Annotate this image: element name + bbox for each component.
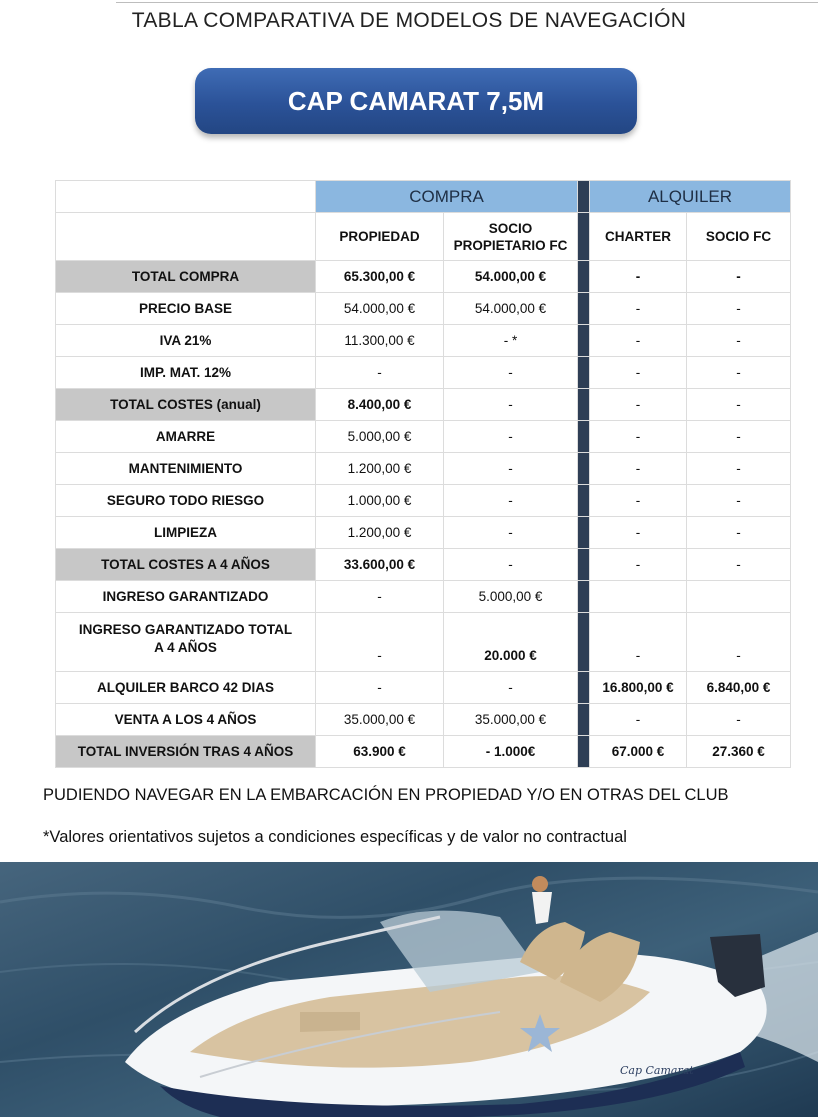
group-alquiler: ALQUILER	[590, 181, 791, 213]
value-cell: -	[687, 389, 791, 421]
boat-illustration	[0, 862, 818, 1117]
value-cell: 54.000,00 €	[444, 293, 578, 325]
boat-photo	[0, 862, 818, 1117]
row-label: IVA 21%	[56, 325, 316, 357]
row-label: TOTAL COMPRA	[56, 261, 316, 293]
value-cell: -	[316, 672, 444, 704]
table-row	[56, 517, 791, 549]
value-cell: -	[316, 613, 444, 672]
value-cell: -	[687, 485, 791, 517]
value-cell: 6.840,00 €	[687, 672, 791, 704]
row-label: SEGURO TODO RIESGO	[56, 485, 316, 517]
value-cell: 1.000,00 €	[316, 485, 444, 517]
group-header-row	[56, 181, 791, 213]
value-cell: -	[687, 453, 791, 485]
value-cell: 35.000,00 €	[444, 704, 578, 736]
top-rule	[116, 2, 818, 3]
column-separator	[578, 704, 590, 736]
column-separator	[578, 421, 590, 453]
model-name: CAP CAMARAT 7,5M	[287, 85, 545, 116]
value-cell: -	[316, 357, 444, 389]
value-cell: -	[687, 325, 791, 357]
table-row	[56, 389, 791, 421]
value-cell: 1.200,00 €	[316, 517, 444, 549]
row-label: VENTA A LOS 4 AÑOS	[56, 704, 316, 736]
row-label: AMARRE	[56, 421, 316, 453]
column-separator	[578, 549, 590, 581]
value-cell: -	[590, 453, 687, 485]
row-label: MANTENIMIENTO	[56, 453, 316, 485]
table-row	[56, 549, 791, 581]
column-separator	[578, 613, 590, 672]
value-cell: 54.000,00 €	[316, 293, 444, 325]
table-row	[56, 325, 791, 357]
value-cell: -	[590, 613, 687, 672]
value-cell: -	[444, 672, 578, 704]
value-cell: 20.000 €	[444, 613, 578, 672]
value-cell: -	[444, 517, 578, 549]
col-header-propiedad	[316, 213, 444, 261]
row-label: TOTAL COSTES (anual)	[56, 389, 316, 421]
hull-lettering: Cap Camarat	[620, 1064, 694, 1077]
comparison-table	[55, 180, 791, 768]
page-title: TABLA COMPARATIVA DE MODELOS DE NAVEGACIÓN	[131, 9, 687, 32]
value-cell: -	[316, 581, 444, 613]
value-cell: -	[687, 517, 791, 549]
value-cell: -	[444, 357, 578, 389]
column-separator	[578, 581, 590, 613]
row-label: PRECIO BASE	[56, 293, 316, 325]
column-separator	[578, 453, 590, 485]
disclaimer-note: *Valores orientativos sujetos a condiciones específicas y de valor no contractual	[43, 828, 627, 846]
value-cell: -	[444, 485, 578, 517]
col-header-label: SOCIO FC	[705, 229, 772, 244]
group-compra: COMPRA	[316, 181, 578, 213]
value-cell: 5.000,00 €	[316, 421, 444, 453]
model-banner	[195, 68, 637, 134]
value-cell: -	[687, 293, 791, 325]
value-cell: -	[590, 485, 687, 517]
value-cell: -	[687, 421, 791, 453]
value-cell: 16.800,00 €	[590, 672, 687, 704]
column-separator	[578, 325, 590, 357]
row-label: IMP. MAT. 12%	[56, 357, 316, 389]
row-label: TOTAL COSTES A 4 AÑOS	[56, 549, 316, 581]
table-row	[56, 704, 791, 736]
table-row	[56, 261, 791, 293]
table-row	[56, 672, 791, 704]
column-separator	[578, 672, 590, 704]
value-cell: 65.300,00 €	[316, 261, 444, 293]
value-cell: -	[590, 517, 687, 549]
value-cell: -	[444, 453, 578, 485]
row-label: TOTAL INVERSIÓN TRAS 4 AÑOS	[56, 736, 316, 768]
column-separator	[578, 485, 590, 517]
value-cell: 27.360 €	[687, 736, 791, 768]
value-cell: -	[590, 549, 687, 581]
value-cell: 8.400,00 €	[316, 389, 444, 421]
value-cell: -	[687, 613, 791, 672]
value-cell: 54.000,00 €	[444, 261, 578, 293]
value-cell: 5.000,00 €	[444, 581, 578, 613]
value-cell: -	[687, 704, 791, 736]
value-cell: 67.000 €	[590, 736, 687, 768]
column-separator	[578, 181, 590, 213]
col-header-label: CHARTER	[605, 229, 671, 244]
column-separator	[578, 517, 590, 549]
value-cell: -	[590, 704, 687, 736]
row-label: ALQUILER BARCO 42 DIAS	[56, 672, 316, 704]
col-header-charter	[590, 213, 687, 261]
col-header-label: PROPIEDAD	[339, 229, 420, 244]
table-row	[56, 581, 791, 613]
table-row	[56, 293, 791, 325]
value-cell: 11.300,00 €	[316, 325, 444, 357]
value-cell: 63.900 €	[316, 736, 444, 768]
column-separator	[578, 293, 590, 325]
row-label: LIMPIEZA	[56, 517, 316, 549]
table-row	[56, 613, 791, 672]
value-cell: 35.000,00 €	[316, 704, 444, 736]
value-cell	[590, 581, 687, 613]
col-header-socio-fc	[687, 213, 791, 261]
table-row	[56, 453, 791, 485]
row-label: INGRESO GARANTIZADO TOTAL A 4 AÑOS	[56, 613, 316, 672]
corner-cell	[56, 181, 316, 213]
table-row	[56, 357, 791, 389]
row-label: INGRESO GARANTIZADO	[56, 581, 316, 613]
value-cell: -	[590, 325, 687, 357]
club-note: PUDIENDO NAVEGAR EN LA EMBARCACIÓN EN PROPIEDAD Y/O EN OTRAS DEL CLUB	[43, 786, 729, 804]
value-cell: -	[444, 549, 578, 581]
column-header-row	[56, 213, 791, 261]
col-header-label: SOCIO PROPIETARIO FC	[453, 220, 568, 253]
value-cell: -	[687, 357, 791, 389]
corner-cell	[56, 213, 316, 261]
table-row	[56, 421, 791, 453]
value-cell: -	[590, 421, 687, 453]
column-separator	[578, 736, 590, 768]
table-row	[56, 736, 791, 768]
value-cell: - *	[444, 325, 578, 357]
value-cell	[687, 581, 791, 613]
column-separator	[578, 357, 590, 389]
value-cell: -	[687, 261, 791, 293]
value-cell: -	[590, 389, 687, 421]
value-cell: -	[590, 357, 687, 389]
value-cell: - 1.000€	[444, 736, 578, 768]
value-cell: -	[687, 549, 791, 581]
column-separator	[578, 213, 590, 261]
value-cell: -	[444, 389, 578, 421]
value-cell: -	[590, 293, 687, 325]
column-separator	[578, 389, 590, 421]
value-cell: -	[590, 261, 687, 293]
value-cell: 1.200,00 €	[316, 453, 444, 485]
value-cell: 33.600,00 €	[316, 549, 444, 581]
column-separator	[578, 261, 590, 293]
col-header-socio-propietario	[444, 213, 578, 261]
value-cell: -	[444, 421, 578, 453]
table-row	[56, 485, 791, 517]
